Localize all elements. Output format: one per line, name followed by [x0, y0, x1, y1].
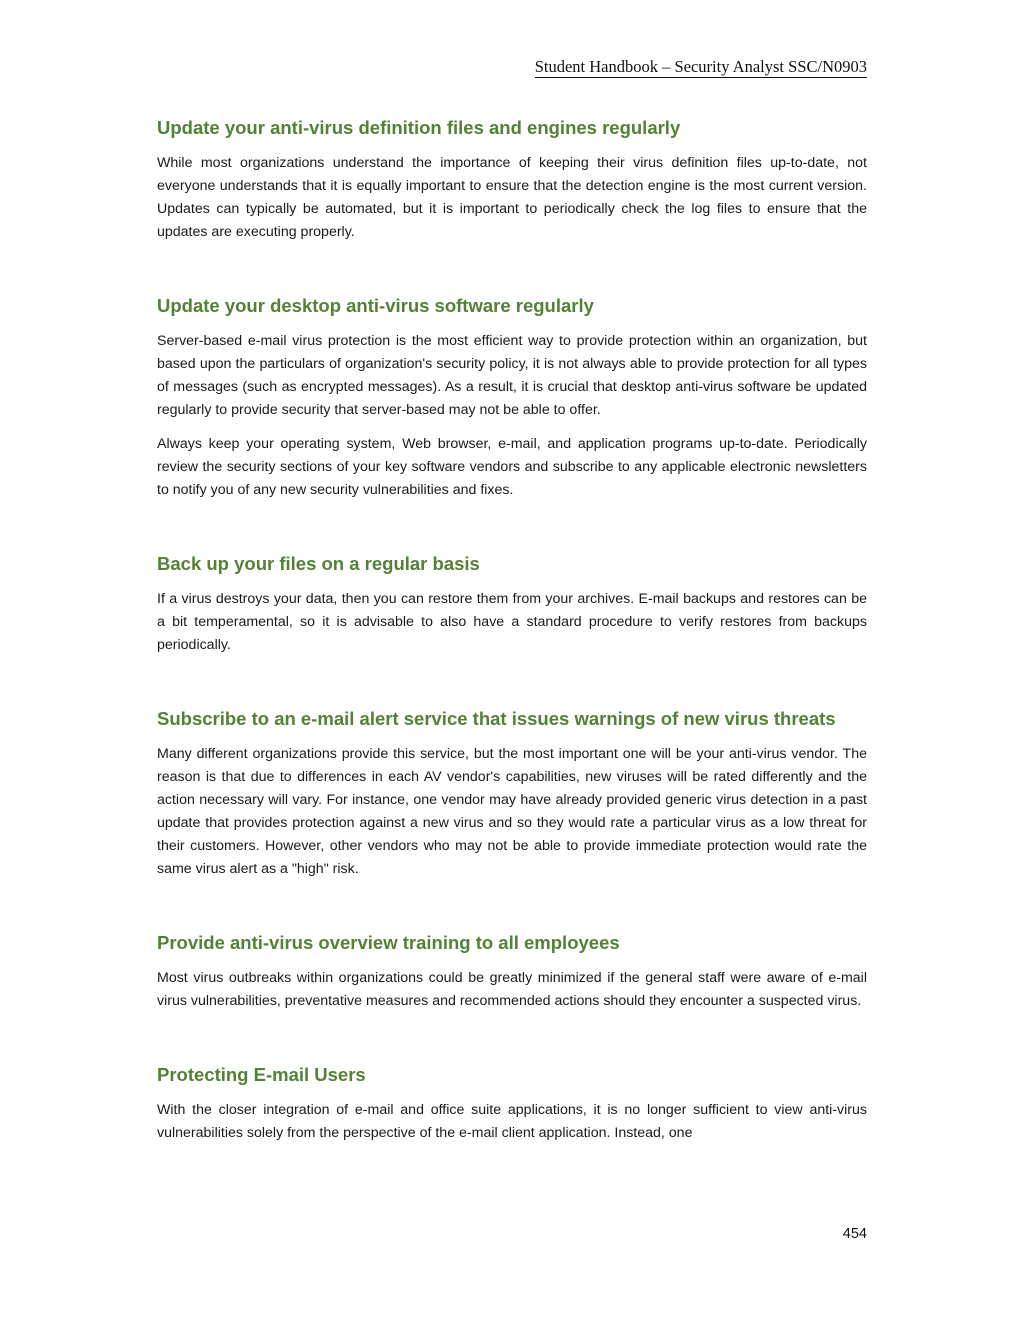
paragraph: Always keep your operating system, Web browser, e-mail, and application programs up-to-date. Periodically review the security sections of your key software vendors and subscribe to any applicable electronic newsletters to notify you of any new security vulnerabilities and fixes.	[157, 436, 867, 498]
section-backup-files	[157, 550, 867, 657]
section-heading: Back up your files on a regular basis	[157, 553, 480, 574]
running-header: Student Handbook – Security Analyst SSC/N0903	[534, 57, 867, 76]
section-av-training	[157, 929, 867, 1013]
paragraph: While most organizations understand the importance of keeping their virus definition files up-to-date, not everyone understands that it is equally important to ensure that the detection engine is the most current version. Updates can typically be automated, but it is important to periodically check the log files to ensure that the updates are executing properly.	[157, 155, 867, 240]
section-heading: Protecting E-mail Users	[157, 1064, 366, 1085]
paragraph: Server-based e-mail virus protection is the most efficient way to provide protection within an organization, but based upon the particulars of organization's security policy, it is not always able to provide protection for all types of messages (such as encrypted messages). As a result, it is crucial that desktop anti-virus software be updated regularly to provide security that server-based may not be able to offer.	[157, 333, 867, 418]
page-body	[157, 114, 867, 1156]
section-update-definitions	[157, 114, 867, 244]
section-heading: Update your desktop anti-virus software regularly	[157, 295, 594, 316]
section-protecting-email-users	[157, 1061, 867, 1145]
paragraph: If a virus destroys your data, then you can restore them from your archives. E-mail backups and restores can be a bit temperamental, so it is advisable to also have a standard procedure to verify restores from backups periodically.	[157, 591, 867, 653]
section-heading: Subscribe to an e-mail alert service that issues warnings of new virus threats	[157, 708, 836, 729]
paragraph: With the closer integration of e-mail and office suite applications, it is no longer sufficient to view anti-virus vulnerabilities solely from the perspective of the e-mail client application. Instead, one	[157, 1102, 867, 1141]
section-heading: Provide anti-virus overview training to all employees	[157, 932, 620, 953]
page-number: 454	[842, 1226, 867, 1242]
paragraph: Most virus outbreaks within organizations could be greatly minimized if the general staff were aware of e-mail virus vulnerabilities, preventative measures and recommended actions should they encounter a suspected virus.	[157, 970, 867, 1009]
section-email-alert-service	[157, 705, 867, 881]
section-heading: Update your anti-virus definition files and engines regularly	[157, 117, 681, 138]
paragraph: Many different organizations provide this service, but the most important one will be your anti-virus vendor. The reason is that due to differences in each AV vendor's capabilities, new viruses will be rated differently and the action necessary will vary. For instance, one vendor may have already provided generic virus detection in a past update that provides protection against a new virus and so they would rate a particular virus as a low threat for their customers. However, other vendors who may not be able to provide immediate protection would rate the same virus alert as a "high" risk.	[157, 746, 867, 877]
section-update-desktop-av	[157, 292, 867, 502]
